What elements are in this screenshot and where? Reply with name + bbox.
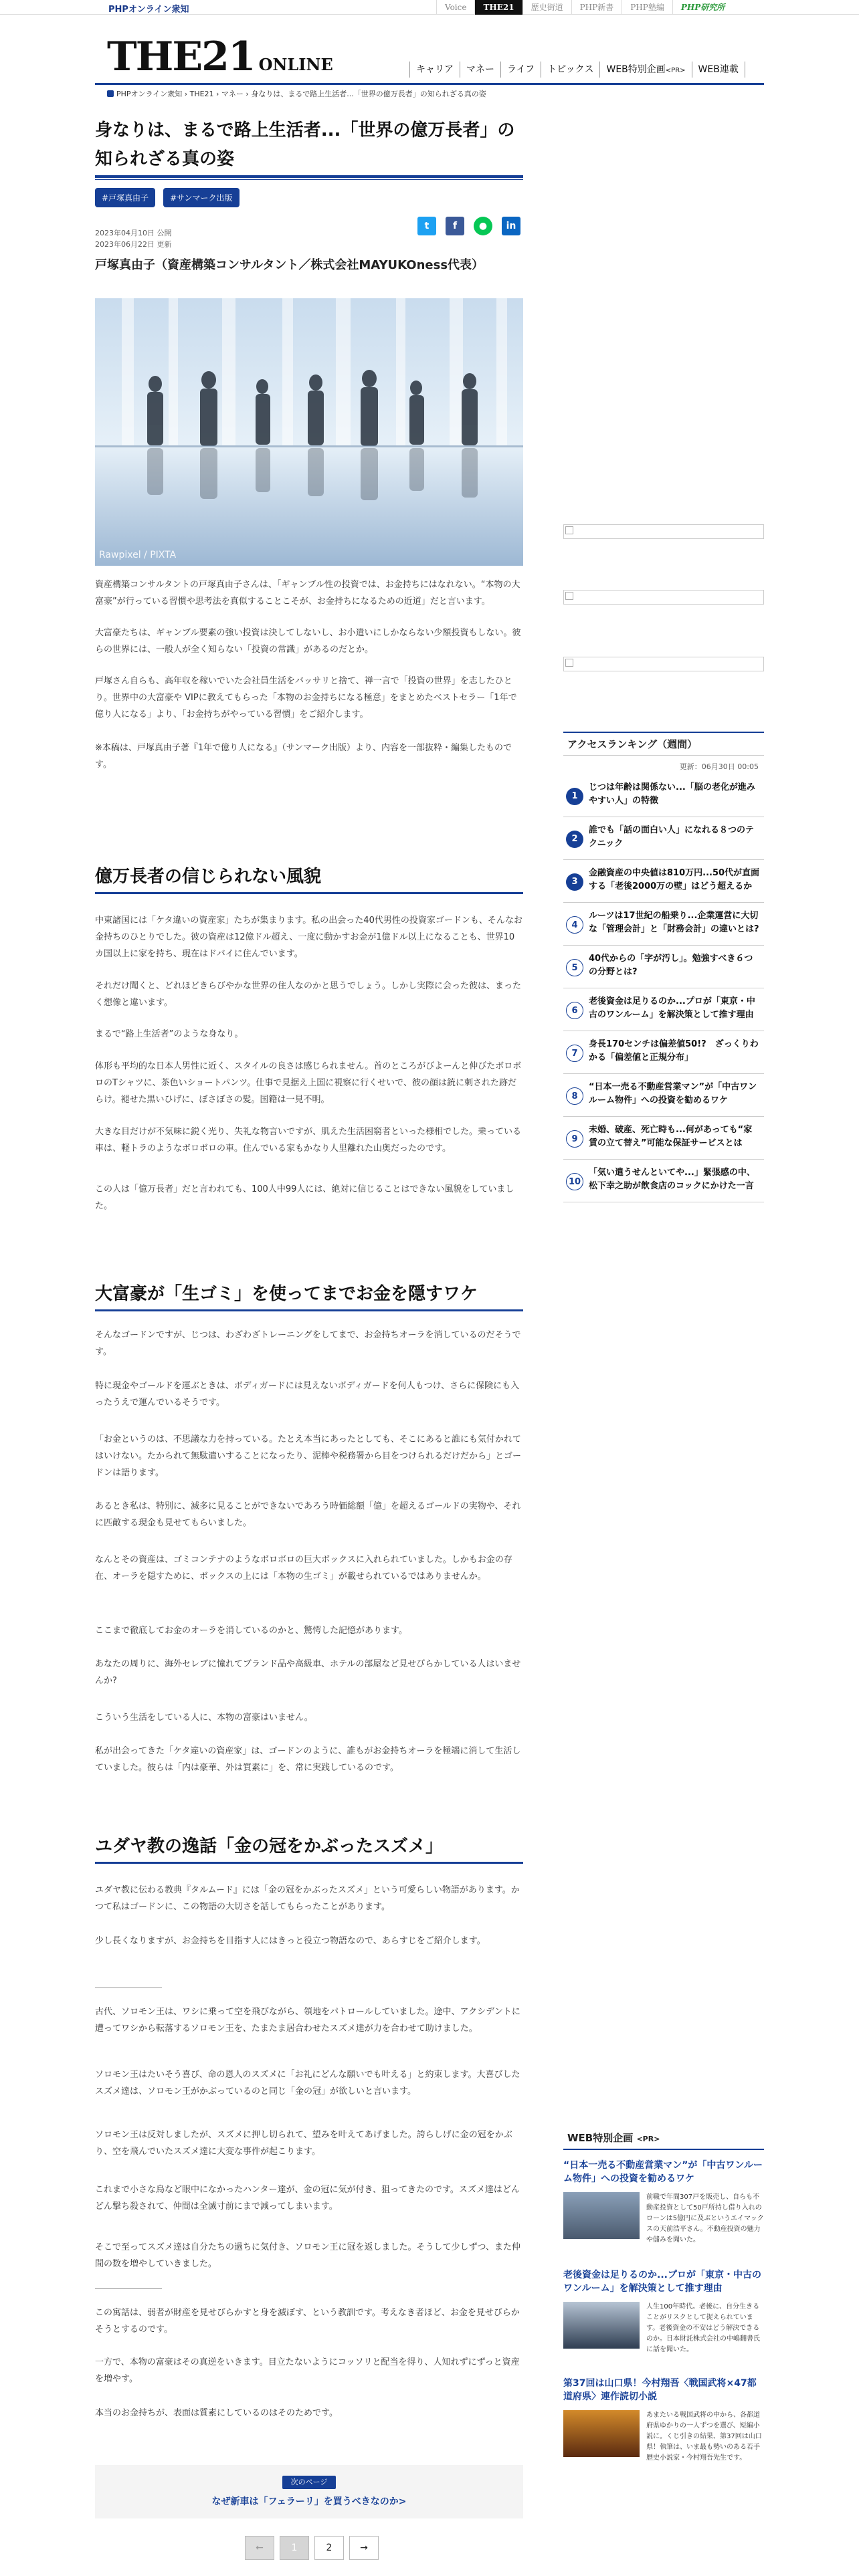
nav-life[interactable]: ライフ	[500, 62, 541, 78]
story-paragraph: ソロモン王はたいそう喜び、命の恩人のスズメに「お礼にどんな願いでも叶える」と約束します。大喜びしたスズメ達は、ソロモン王がかぶっているのと同じ「金の冠」が欲しいと言います。	[95, 2070, 520, 2097]
ranking-item[interactable]	[563, 820, 764, 860]
ranking-number: 5	[566, 959, 583, 976]
ranking-number: 10	[566, 1173, 583, 1190]
updated-date: 2023年06月22日 更新	[95, 240, 172, 249]
body-paragraph: まるで“路上生活者”のような身なり。	[95, 1029, 244, 1039]
tag-publisher[interactable]: #サンマーク出版	[163, 188, 239, 207]
body-paragraph: 少し長くなりますが、お金持ちを目指す人にはきっと役立つ物語なので、あらすじをご紹介します。	[95, 1936, 486, 1946]
ranking-item[interactable]	[563, 863, 764, 903]
top-bar	[0, 0, 859, 15]
broken-image-icon	[565, 659, 573, 667]
breadcrumb	[107, 88, 486, 99]
web-special-item[interactable]	[563, 2268, 764, 2353]
sister-link-php-shinsho[interactable]: PHP新書	[571, 0, 622, 15]
pagination	[245, 2536, 379, 2560]
section-heading: 億万長者の信じられない風貌	[95, 867, 322, 887]
web-special-item[interactable]	[563, 2377, 764, 2462]
ranking-number: 3	[566, 873, 583, 891]
web-special-pr: <PR>	[636, 2135, 660, 2143]
ranking-title: アクセスランキング（週間）	[563, 732, 764, 756]
site-logo[interactable]	[107, 33, 333, 80]
breadcrumb-text[interactable]: PHPオンライン衆知 › THE21 › マネー › 身なりは、まるで路上生活者...「世界の億万長者」の知られざる真の姿	[116, 90, 486, 98]
ranking-item-title: 老後資金は足りるのか...プロが「東京・中古のワンルーム」を解決策として推す理由	[589, 996, 755, 1020]
story-paragraph: これまで小さな鳥など眼中になかったハンター達が、金の冠に気が付き、狙ってきたのです。スズメ達はどんどん撃ち殺されて、仲間は全滅寸前にまで減ってしまいます。	[95, 2185, 520, 2212]
web-special-item[interactable]	[563, 2159, 764, 2244]
sister-link-php-kenkyusho[interactable]: PHP研究所	[672, 0, 733, 15]
ranking-number: 6	[566, 1002, 583, 1019]
web-special-label: WEB特別企画	[567, 2132, 634, 2144]
body-paragraph: この寓話は、弱者が財産を見せびらかすと身を滅ぼす、という教訓です。考えなき者ほど、お金を見せびらかそうとするのです。	[95, 2308, 520, 2335]
section-heading-underline	[95, 1309, 523, 1311]
web-item-desc: 前職で年間307戸を販売し、自らも不動産投資として50戸所持し借り入れのローンは5億円に及ぶというエイマックスの天前浩平さん。不動産投資の魅力や儲みを聞いた。	[646, 2193, 764, 2244]
site-brand-link[interactable]: PHPオンライン衆知	[108, 5, 189, 15]
body-paragraph: 特に現金やゴールドを運ぶときは、ボディガードには見えないボディガードを何人もつけ、さらに保険にも入ったうえで運んでいるそうです。	[95, 1381, 520, 1408]
pager-next-button[interactable]: →	[349, 2536, 379, 2560]
ranking-number: 2	[566, 831, 583, 848]
sister-link-the21[interactable]: THE21	[474, 0, 522, 15]
web-item-thumbnail	[563, 2192, 640, 2239]
ranking-item-title: じつは年齢は関係ない...「脳の老化が進みやすい人」の特徴	[589, 782, 755, 806]
web-item-title[interactable]: 老後資金は足りるのか...プロが「東京・中古のワンルーム」を解決策として推す理由	[563, 2270, 761, 2294]
intro-paragraph: 資産構築コンサルタントの戸塚真由子さんは、「ギャンブル性の投資では、お金持ちにはなれない。“本物の大富豪”が行っている習慣や思考法を真似することこそが、お金持ちになるための近道」だと言います。	[95, 580, 520, 607]
broken-image-icon	[565, 526, 573, 534]
ranking-item-title: “日本一売る不動産営業マン”が「中古ワンルーム物件」への投資を勧めるワケ	[589, 1082, 757, 1105]
ranking-item-title: ルーツは17世紀の船乗り...企業運営に大切な「管理会計」と「財務会計」の違いとは?	[589, 911, 759, 934]
ad-slot[interactable]	[563, 657, 764, 671]
nav-career[interactable]: キャリア	[409, 62, 460, 78]
hero-image	[95, 298, 523, 566]
ranking-number: 7	[566, 1045, 583, 1062]
ranking-updated: 更新：06月30日 00:05	[679, 762, 759, 771]
home-icon[interactable]	[107, 90, 114, 97]
ranking-item[interactable]	[563, 948, 764, 988]
ranking-item-title: 未婚、破産、死亡時も...何があっても“家賃の立て替え”可能な保証サービスとは	[589, 1125, 753, 1148]
next-page-label: 次のページ	[282, 2476, 336, 2489]
body-paragraph: 「お金というのは、不思議な力を持っている。たとえ本当にあったとしても、そこにあると誰にも気付かれてはいけない。たかられて無駄遣いすることになったり、泥棒や税務署から目をつけられるだけだから」とゴードンは語ります。	[95, 1434, 522, 1478]
ranking-number: 8	[566, 1087, 583, 1105]
body-paragraph: 本当のお金持ちが、表面は質素にしているのはそのためです。	[95, 2408, 338, 2418]
article-tags	[95, 188, 240, 207]
header-divider	[95, 83, 764, 85]
section-heading-underline	[95, 892, 523, 894]
web-item-thumbnail	[563, 2410, 640, 2457]
ranking-number: 1	[566, 788, 583, 805]
web-item-title[interactable]: 第37回は山口県！今村翔吾〈戦国武将×47都道府県〉連作読切小説	[563, 2378, 757, 2402]
web-item-title[interactable]: “日本一売る不動産営業マン”が「中古ワンルーム物件」への投資を勧めるワケ	[563, 2160, 763, 2184]
logo-main-text: THE21	[107, 33, 255, 80]
sister-site-links	[436, 0, 733, 15]
story-divider	[95, 2288, 162, 2289]
ranking-item-title: 身長170センチは偏差値50!? ざっくりわかる「偏差値と正規分布」	[589, 1039, 759, 1063]
title-underline	[95, 175, 523, 178]
body-paragraph: そんなゴードンですが、じつは、わざわざトレーニングをしてまで、お金持ちオーラを消しているのだそうです。	[95, 1330, 521, 1357]
ranking-number: 4	[566, 916, 583, 934]
published-date: 2023年04月10日 公開	[95, 229, 172, 237]
next-page-title: なぜ新車は「フェラーリ」を買うべきなのか>	[211, 2496, 407, 2507]
ranking-item[interactable]	[563, 1077, 764, 1117]
ranking-item-title: 「気い遣うせんといてや...」緊張感の中、松下幸之助が飲食店のコックにかけた一言	[589, 1168, 755, 1191]
article-author: 戸塚真由子（資産構築コンサルタント／株式会社MAYUKOness代表）	[95, 258, 484, 272]
logo-sub-text: ONLINE	[258, 55, 333, 74]
section-heading: ユダヤ教の逸話「金の冠をかぶったスズメ」	[95, 1836, 444, 1856]
section-heading: 大富豪が「生ゴミ」を使ってまでお金を隠すワケ	[95, 1284, 478, 1304]
ad-slot[interactable]	[563, 524, 764, 539]
pager-page-2[interactable]: 2	[314, 2536, 344, 2560]
story-paragraph: ソロモン王は反対しましたが、スズメに押し切られて、望みを叶えてあげました。誇らしげに金の冠をかぶり、空を飛んでいたスズメ達に大変な事件が起こります。	[95, 2130, 512, 2157]
web-item-desc: 人生100年時代。老後に、自分生きることがリスクとして捉えられています。老後資金の不安はどう解決できるのか。日本財託株式会社の中嶋翻書氏に話を聞いた。	[646, 2303, 760, 2353]
ranking-item[interactable]	[563, 991, 764, 1031]
ranking-item[interactable]	[563, 777, 764, 817]
body-paragraph: それだけ聞くと、どれほどきらびやかな世界の住人なのかと思うでしょう。しかし実際に会った彼は、まったく想像と違います。	[95, 981, 522, 1008]
intro-paragraph: 大富豪たちは、ギャンブル要素の強い投資は決してしないし、お小遣いにしかならない少額投資もしない。彼らの世界には、一般人が全く知らない「投資の常識」があるのだとか。	[95, 628, 521, 655]
photo-credit: Rawpixel / PIXTA	[99, 550, 177, 560]
ad-slot[interactable]	[563, 590, 764, 605]
nav-web-special[interactable]	[599, 62, 691, 78]
body-paragraph: 中東諸国には「ケタ違いの資産家」たちが集まります。私の出会った40代男性の投資家ゴードンも、そんなお金持ちのひとりでした。彼の資産は12億ドル超え、一度に動かすお金が1億ドル以上になることも、世界10カ国以上に家を持ち、現在はドバイに住んでいます。	[95, 916, 522, 959]
next-page-box[interactable]	[95, 2465, 523, 2518]
sister-link-voice[interactable]: Voice	[436, 0, 474, 15]
pager-prev-button[interactable]: ←	[245, 2536, 274, 2560]
section-heading-underline	[95, 1862, 523, 1864]
intro-note: ※本稿は、戸塚真由子著『1年で億り人になる』（サンマーク出版）より、内容を一部抜粋・編集したものです。	[95, 743, 512, 770]
tag-author[interactable]: #戸塚真由子	[95, 188, 155, 207]
body-paragraph: ここまで徹底してお金のオーラを消しているのかと、驚愕した記憶があります。	[95, 1626, 407, 1636]
body-paragraph: 大きな目だけが不気味に鋭く光り、失礼な物言いですが、肌えた生活困窮者といった様相でした。乗っている車は、軽トラのようなボロボロの車。住んでいる家もかなり人里離れた山奥だったのです。	[95, 1127, 522, 1154]
body-paragraph: 一方で、本物の富豪はその真逆をいきます。目立たないようにコッソリと配当を得り、人知れずにずっと資産を増やす。	[95, 2357, 520, 2384]
twitter-share-icon[interactable]: t	[417, 217, 436, 235]
nav-money[interactable]: マネー	[460, 62, 500, 78]
line-share-icon[interactable]: ●	[474, 217, 492, 235]
body-paragraph: 私が出会ってきた「ケタ違いの資産家」は、ゴードンのように、誰もがお金持ちオーラを極端に消して生活していました。彼らは「内は豪華、外は質素に」を、常に実践しているのです。	[95, 1746, 521, 1773]
ranking-item[interactable]	[563, 1034, 764, 1074]
intro-paragraph: 戸塚さん自らも、高年収を稼いでいた会社員生活をバッサリと捨て、禅一言で「投資の世界」を志したひとり。世界中の大富豪や VIPに教えてもらった「本物のお金持ちになる極意」をまとめたベストセラー「1年で億り人になる」より、「お金持ちがやっている習慣」をご紹介します。	[95, 676, 517, 720]
ranking-item[interactable]	[563, 1162, 764, 1202]
pager-page-1[interactable]: 1	[280, 2536, 309, 2560]
body-paragraph: ユダヤ教に伝わる教典『タルムード』には「金の冠をかぶったスズメ」という可愛らしい物語があります。かつて私はゴードンに、この物語の大切さを話してもらったことがあります。	[95, 1885, 520, 1912]
global-nav	[409, 62, 745, 78]
article-dates	[95, 227, 172, 250]
body-paragraph: あるとき私は、特別に、滅多に見ることができないであろう時価総額「億」を超えるゴールドの実物や、それに匹敵する現金も見せてもらいました。	[95, 1501, 521, 1528]
ranking-item-title: 誰でも「話の面白い人」になれる８つのテクニック	[589, 825, 755, 849]
sister-link-rekishi[interactable]: 歴史街道	[522, 0, 571, 15]
ranking-number: 9	[566, 1130, 583, 1148]
body-paragraph: こういう生活をしている人に、本物の富豪はいません。	[95, 1713, 313, 1723]
body-paragraph: 体形も平均的な日本人男性に近く、スタイルの良さは感じられません。首のところがびよーんと伸びたボロボロのTシャツに、茶色いショートパンツ。仕事で見据え上国に視察に行くせいで、彼の顔は銃に刺された跡だらけ。褪せた黒いひげに、ぼさぼさの髪。国籍は一見不明。	[95, 1061, 522, 1105]
broken-image-icon	[565, 592, 573, 600]
nav-web-series[interactable]: WEB連載	[692, 62, 745, 78]
web-item-desc: あまたいる戦国武将の中から、各都道府県ゆかりの一人ずつを選び、短編小説に。くじ引きの結果、第37回は山口県！執筆は、いま最も勢いのある若手歴史小説家・今村翔吾先生です。	[646, 2411, 762, 2462]
web-item-thumbnail	[563, 2302, 640, 2349]
ranking-item[interactable]	[563, 905, 764, 946]
body-paragraph: なんとその資産は、ゴミコンテナのようなボロボロの巨大ボックスに入れられていました。しかもお金の存在、オーラを隠すために、ボックスの上には「本物の生ゴミ」が載せられているではありませんか。	[95, 1555, 512, 1582]
nav-pr-badge: <PR>	[665, 67, 686, 74]
ranking-item[interactable]	[563, 1119, 764, 1160]
nav-topics[interactable]: トピックス	[541, 62, 599, 78]
body-paragraph: あなたの周りに、海外セレブに憧れてブランド品や高級車、ホテルの部屋など見せびらかしている人はいませんか?	[95, 1659, 521, 1686]
web-special-title	[563, 2127, 764, 2150]
ranking-item-title: 40代からの「字が汚し」。勉強すべき６つの分野とは?	[589, 954, 753, 977]
share-buttons	[417, 217, 520, 235]
story-paragraph: そこで至ってスズメ達は自分たちの過ちに気付き、ソロモン王に冠を返しました。そうして少しずつ、また仲間の数を増やしていきました。	[95, 2242, 520, 2269]
ranking-item-title: 金融資産の中央値は810万円...50代が直面する「老後2000万の壁」はどう超えるか	[589, 868, 760, 891]
nav-web-special-label: WEB特別企画	[606, 64, 666, 75]
body-paragraph: この人は「億万長者」だと言われても、100人中99人には、絶対に信じることはできない風貌をしていました。	[95, 1184, 514, 1211]
sister-link-php-juku[interactable]: PHP塾編	[622, 0, 672, 15]
facebook-share-icon[interactable]: f	[446, 217, 464, 235]
title-underline-thin	[95, 179, 523, 180]
linkedin-share-icon[interactable]: in	[502, 217, 520, 235]
hero-illustration	[95, 298, 523, 566]
story-paragraph: 古代、ソロモン王は、ワシに乗って空を飛びながら、領地をパトロールしていました。途中、アクシデントに遭ってワシから転落するソロモン王を、たまたま居合わせたスズメ達が力を合わせて助けました。	[95, 2007, 520, 2034]
article-title: 身なりは、まるで路上生活者...「世界の億万長者」の知られざる真の姿	[95, 120, 515, 169]
